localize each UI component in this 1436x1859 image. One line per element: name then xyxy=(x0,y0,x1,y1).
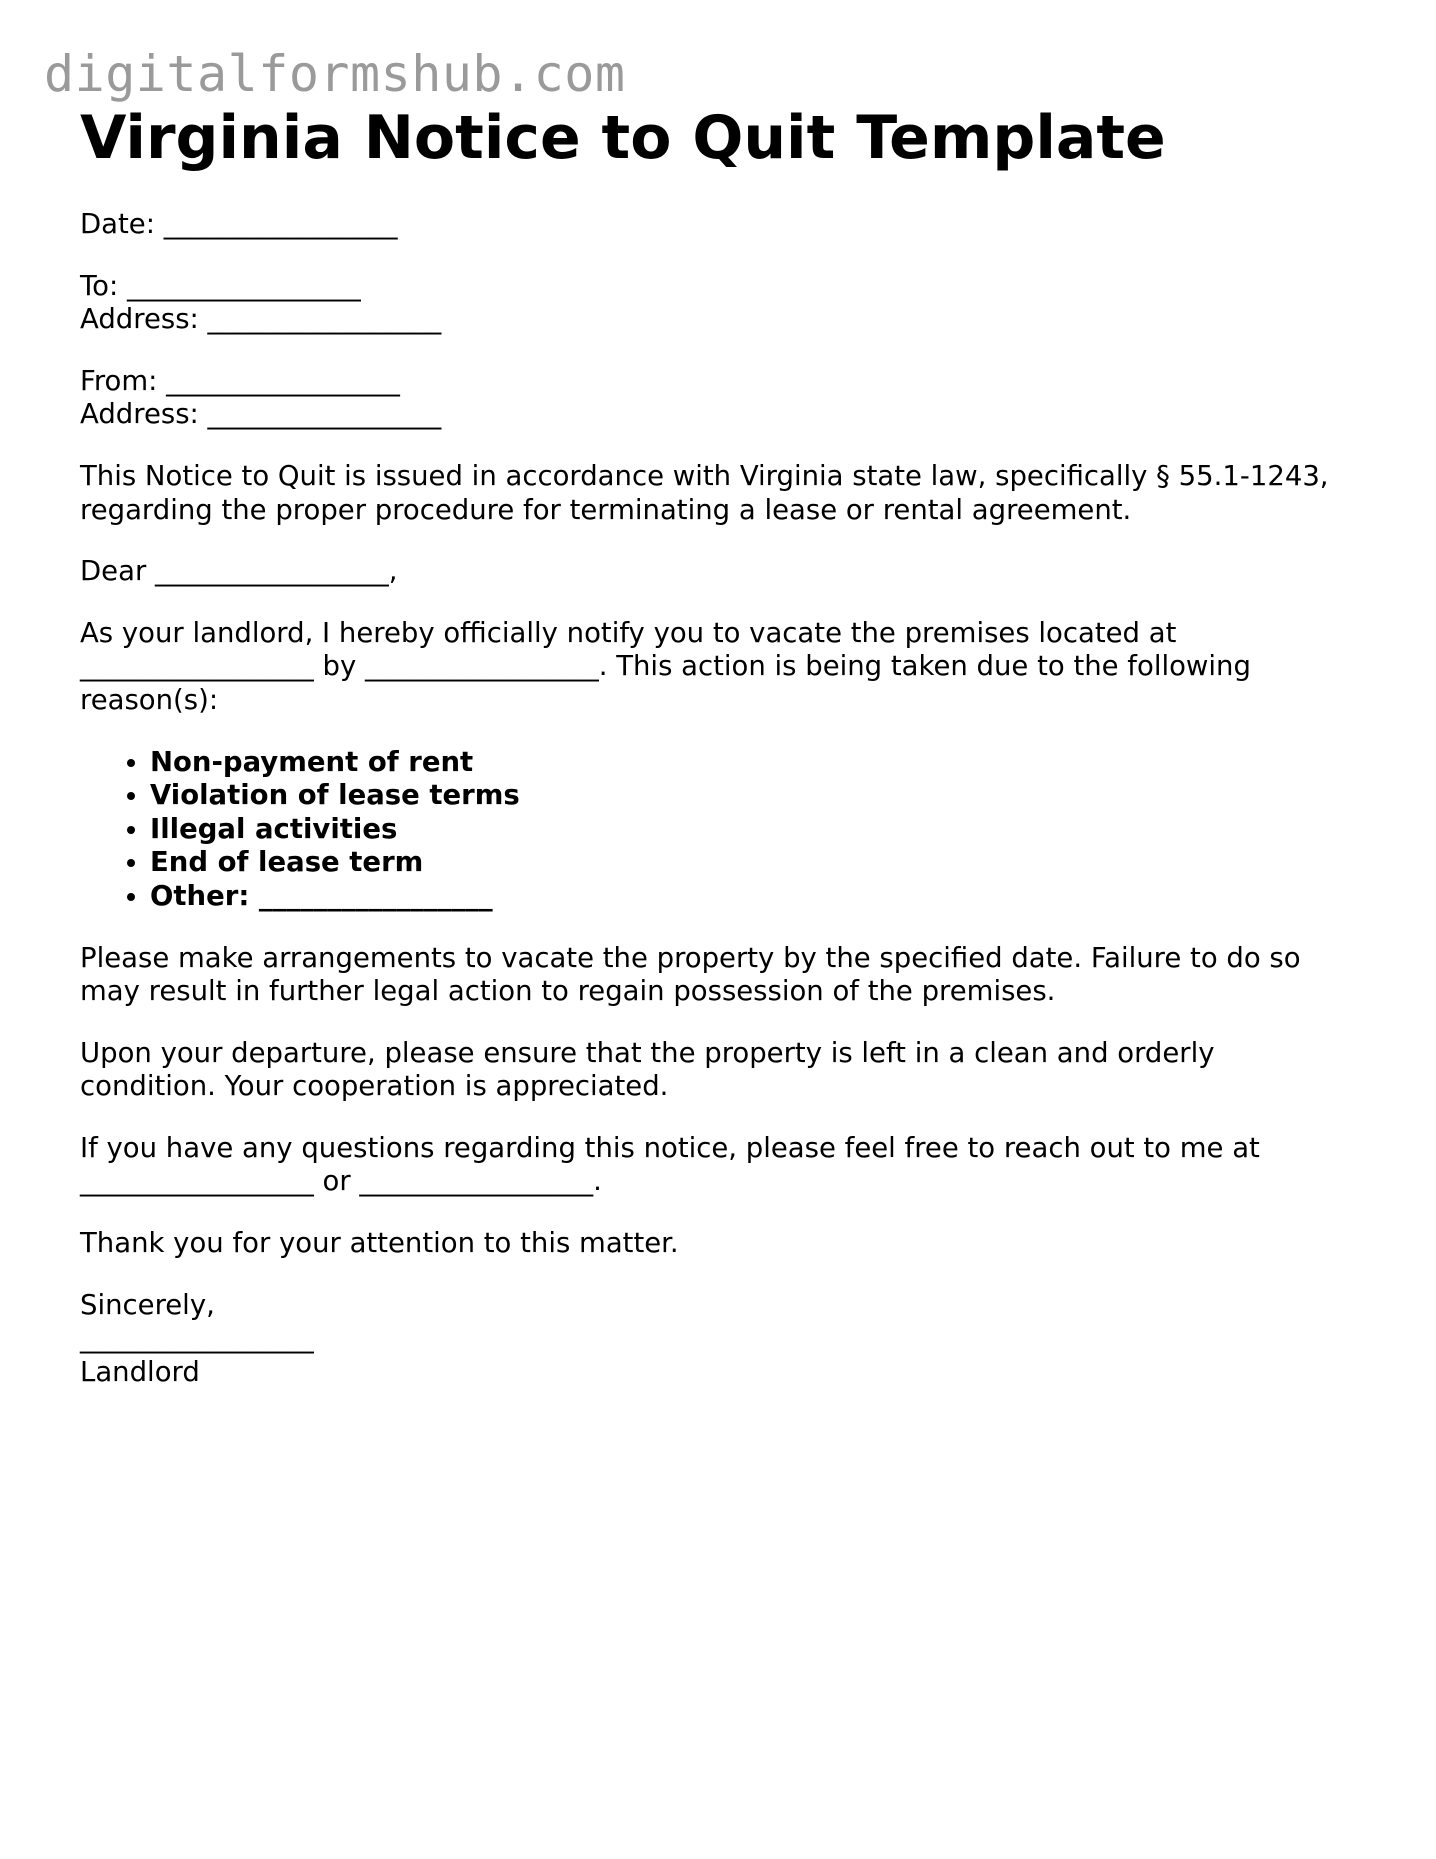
reason-item: • Non-payment of rent xyxy=(150,746,1380,780)
signature-label: Landlord xyxy=(80,1355,200,1388)
reason-item: • Other: _________________ xyxy=(150,880,1380,914)
from-line: From: _________________ xyxy=(80,364,400,397)
signature-line: _________________ xyxy=(80,1322,314,1355)
departure-paragraph xyxy=(80,1037,1380,1104)
reason-item: • Illegal activities xyxy=(150,813,1380,847)
reason-item: • End of lease term xyxy=(150,846,1380,880)
document-page xyxy=(80,98,1380,1389)
reason-item: • Violation of lease terms xyxy=(150,779,1380,813)
watermark: digitalformshub.com xyxy=(44,45,626,103)
date-line: Date: _________________ xyxy=(80,208,398,240)
departure-line: Upon your departure, please ensure that the property is left in a clean and orderly xyxy=(80,1036,1215,1069)
from-address-line: Address: _________________ xyxy=(80,398,442,431)
notice-line: reason(s): xyxy=(80,683,219,716)
notice-line: _________________ by _________________. This action is being taken due to the following xyxy=(80,650,1251,683)
to-address-line: Address: _________________ xyxy=(80,303,442,336)
arrangements-paragraph xyxy=(80,942,1380,1009)
statute-line: regarding the proper procedure for terminating a lease or rental agreement. xyxy=(80,493,1132,526)
notice-line: As your landlord, I hereby officially notify you to vacate the premises located at xyxy=(80,616,1177,649)
thanks-line: Thank you for your attention to this matter. xyxy=(80,1227,679,1260)
statute-paragraph xyxy=(80,460,1380,527)
salutation: Dear _________________, xyxy=(80,555,398,588)
questions-line: _________________ or _________________. xyxy=(80,1165,602,1198)
notice-paragraph xyxy=(80,617,1380,718)
to-line: To: _________________ xyxy=(80,269,361,302)
questions-line: If you have any questions regarding this notice, please feel free to reach out to me at xyxy=(80,1131,1260,1164)
departure-line: condition. Your cooperation is appreciated. xyxy=(80,1070,669,1103)
closing: Sincerely, xyxy=(80,1288,215,1321)
document-title: Virginia Notice to Quit Template xyxy=(80,103,1166,173)
arrangements-line: may result in further legal action to regain possession of the premises. xyxy=(80,975,1056,1008)
reasons-list xyxy=(80,746,1380,914)
statute-line: This Notice to Quit is issued in accordance with Virginia state law, specifically § 55.1-1243, xyxy=(80,459,1329,492)
arrangements-line: Please make arrangements to vacate the property by the specified date. Failure to do so xyxy=(80,941,1301,974)
questions-paragraph xyxy=(80,1132,1380,1199)
document-body xyxy=(80,208,1380,1389)
